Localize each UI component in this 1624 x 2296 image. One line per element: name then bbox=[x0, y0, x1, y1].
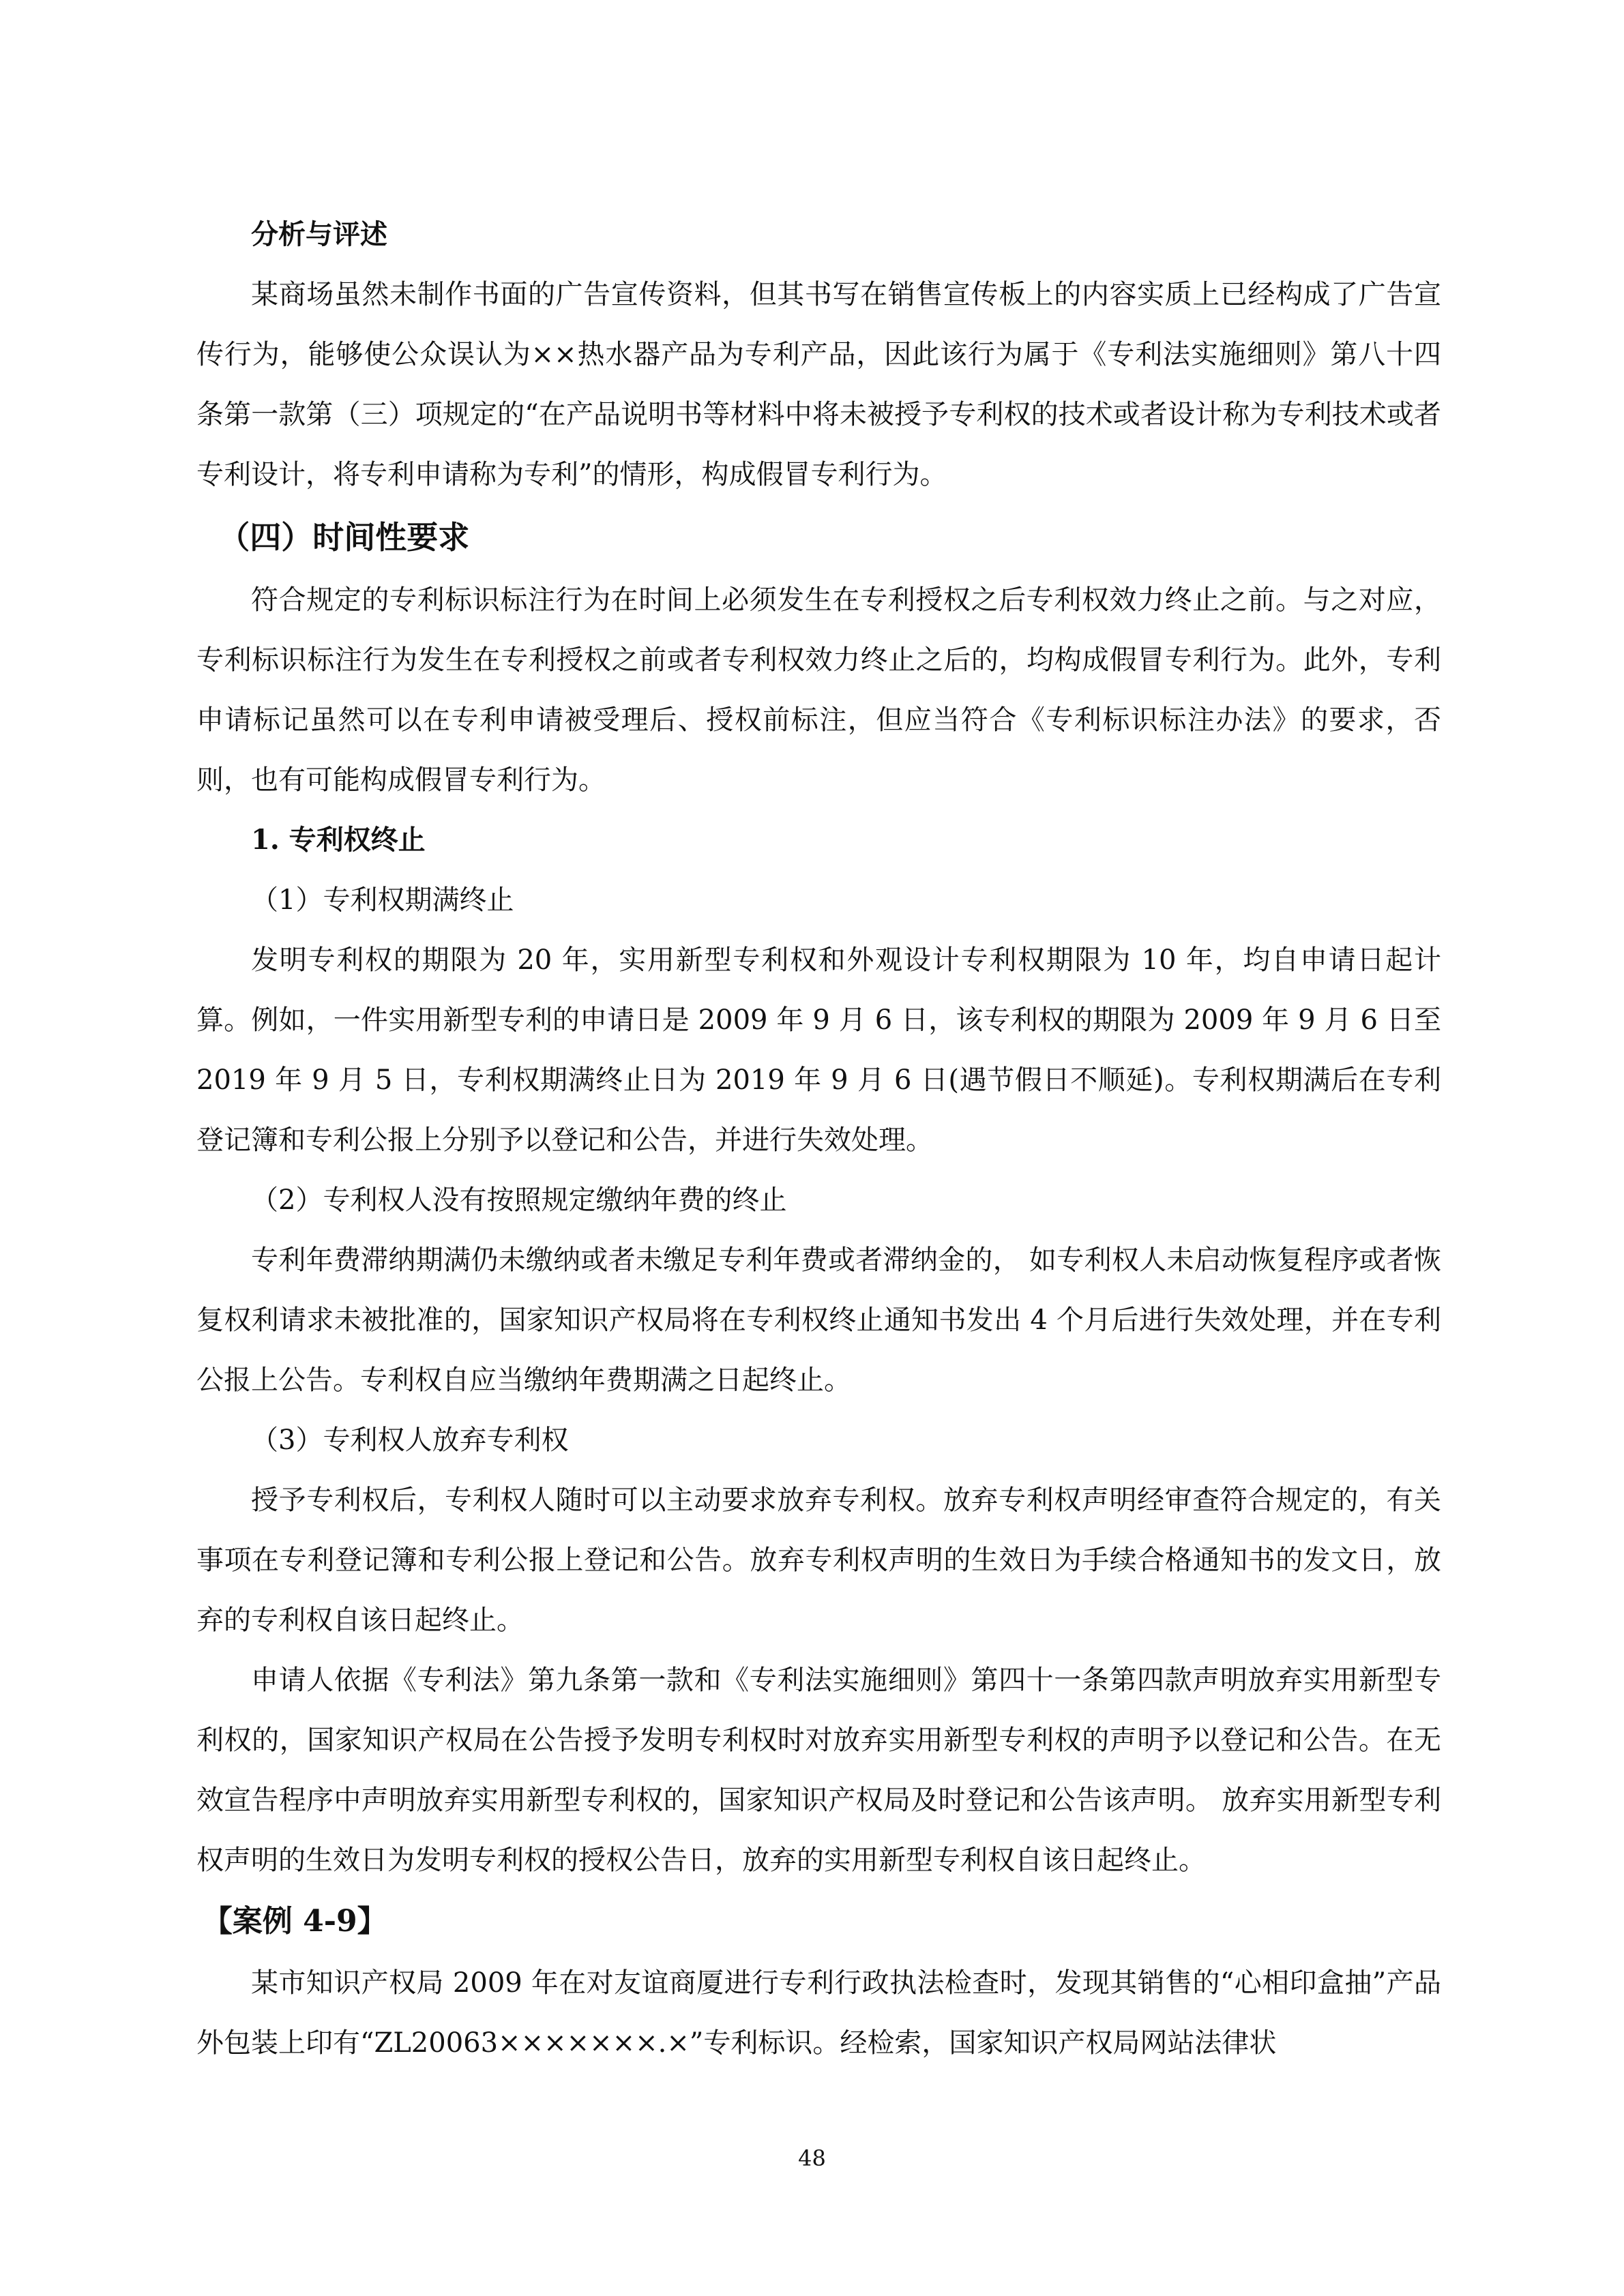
item-paragraph-waiver-1: 授予专利权后，专利权人随时可以主动要求放弃专利权。放弃专利权声明经审查符合规定的，有关事项在专利登记簿和专利公报上登记和公告。放弃专利权声明的生效日为手续合格通知书的发文日，放弃的专利权自该日起终止。 bbox=[196, 1485, 1441, 1636]
section-paragraph: 符合规定的专利标识标注行为在时间上必须发生在专利授权之后专利权效力终止之前。与之对应，专利标识标注行为发生在专利授权之前或者专利权效力终止之后的，均构成假冒专利行为。此外，专利申请标记虽然可以在专利申请被受理后、授权前标注，但应当符合《专利标识标注办法》的要求，否则，也有可能构成假冒专利行为。 bbox=[196, 584, 1441, 796]
case-paragraph: 某市知识产权局 2009 年在对友谊商厦进行专利行政执法检查时，发现其销售的“心相印盒抽”产品外包装上印有“ZL20063×××××××.×”专利标识。经检索，国家知识产权局网站法律状 bbox=[196, 1967, 1441, 2059]
case-heading: 【案例 4-9】 bbox=[202, 1904, 387, 1939]
analysis-heading: 分析与评述 bbox=[251, 218, 387, 250]
item-paragraph-expiry: 发明专利权的期限为 20 年，实用新型专利权和外观设计专利权期限为 10 年，均自申请日起计算。例如，一件实用新型专利的申请日是 2009 年 9 月 6 日，该专利权的期限为 2009 年 9 月 6 日至 2019 年 9 月 5 日，专利权期满终止日为 2019 年 9 月 6 日(遇节假日不顺延)。专利权期满后在专利登记簿和专利公报上分别予以登记和公告，并进行失效处理。 bbox=[196, 944, 1441, 1156]
analysis-paragraph: 某商场虽然未制作书面的广告宣传资料，但其书写在销售宣传板上的内容实质上已经构成了广告宣传行为，能够使公众误认为××热水器产品为专利产品，因此该行为属于《专利法实施细则》第八十四条第一款第（三）项规定的“在产品说明书等材料中将未被授予专利权的技术或者设计称为专利技术或者专利设计，将专利申请称为专利”的情形，构成假冒专利行为。 bbox=[196, 279, 1441, 490]
page-content bbox=[196, 205, 1441, 2073]
item-heading-annual-fee: （2）专利权人没有按照规定缴纳年费的终止 bbox=[251, 1184, 787, 1216]
section-heading-time-requirement: （四）时间性要求 bbox=[218, 519, 470, 556]
item-heading-waiver: （3）专利权人放弃专利权 bbox=[251, 1425, 569, 1456]
subsection-heading-termination: 1. 专利权终止 bbox=[251, 824, 426, 856]
page-number: 48 bbox=[798, 2145, 826, 2171]
item-paragraph-annual-fee: 专利年费滞纳期满仍未缴纳或者未缴足专利年费或者滞纳金的， 如专利权人未启动恢复程序或者恢复权利请求未被批准的，国家知识产权局将在专利权终止通知书发出 4 个月后进行失效处理，并在专利公报上公告。专利权自应当缴纳年费期满之日起终止。 bbox=[196, 1244, 1441, 1396]
item-heading-expiry: （1）专利权期满终止 bbox=[251, 884, 514, 916]
item-paragraph-waiver-2: 申请人依据《专利法》第九条第一款和《专利法实施细则》第四十一条第四款声明放弃实用新型专利权的，国家知识产权局在公告授予发明专利权时对放弃实用新型专利权的声明予以登记和公告。在无效宣告程序中声明放弃实用新型专利权的，国家知识产权局及时登记和公告该声明。 放弃实用新型专利权声明的生效日为发明专利权的授权公告日，放弃的实用新型专利权自该日起终止。 bbox=[196, 1665, 1441, 1876]
